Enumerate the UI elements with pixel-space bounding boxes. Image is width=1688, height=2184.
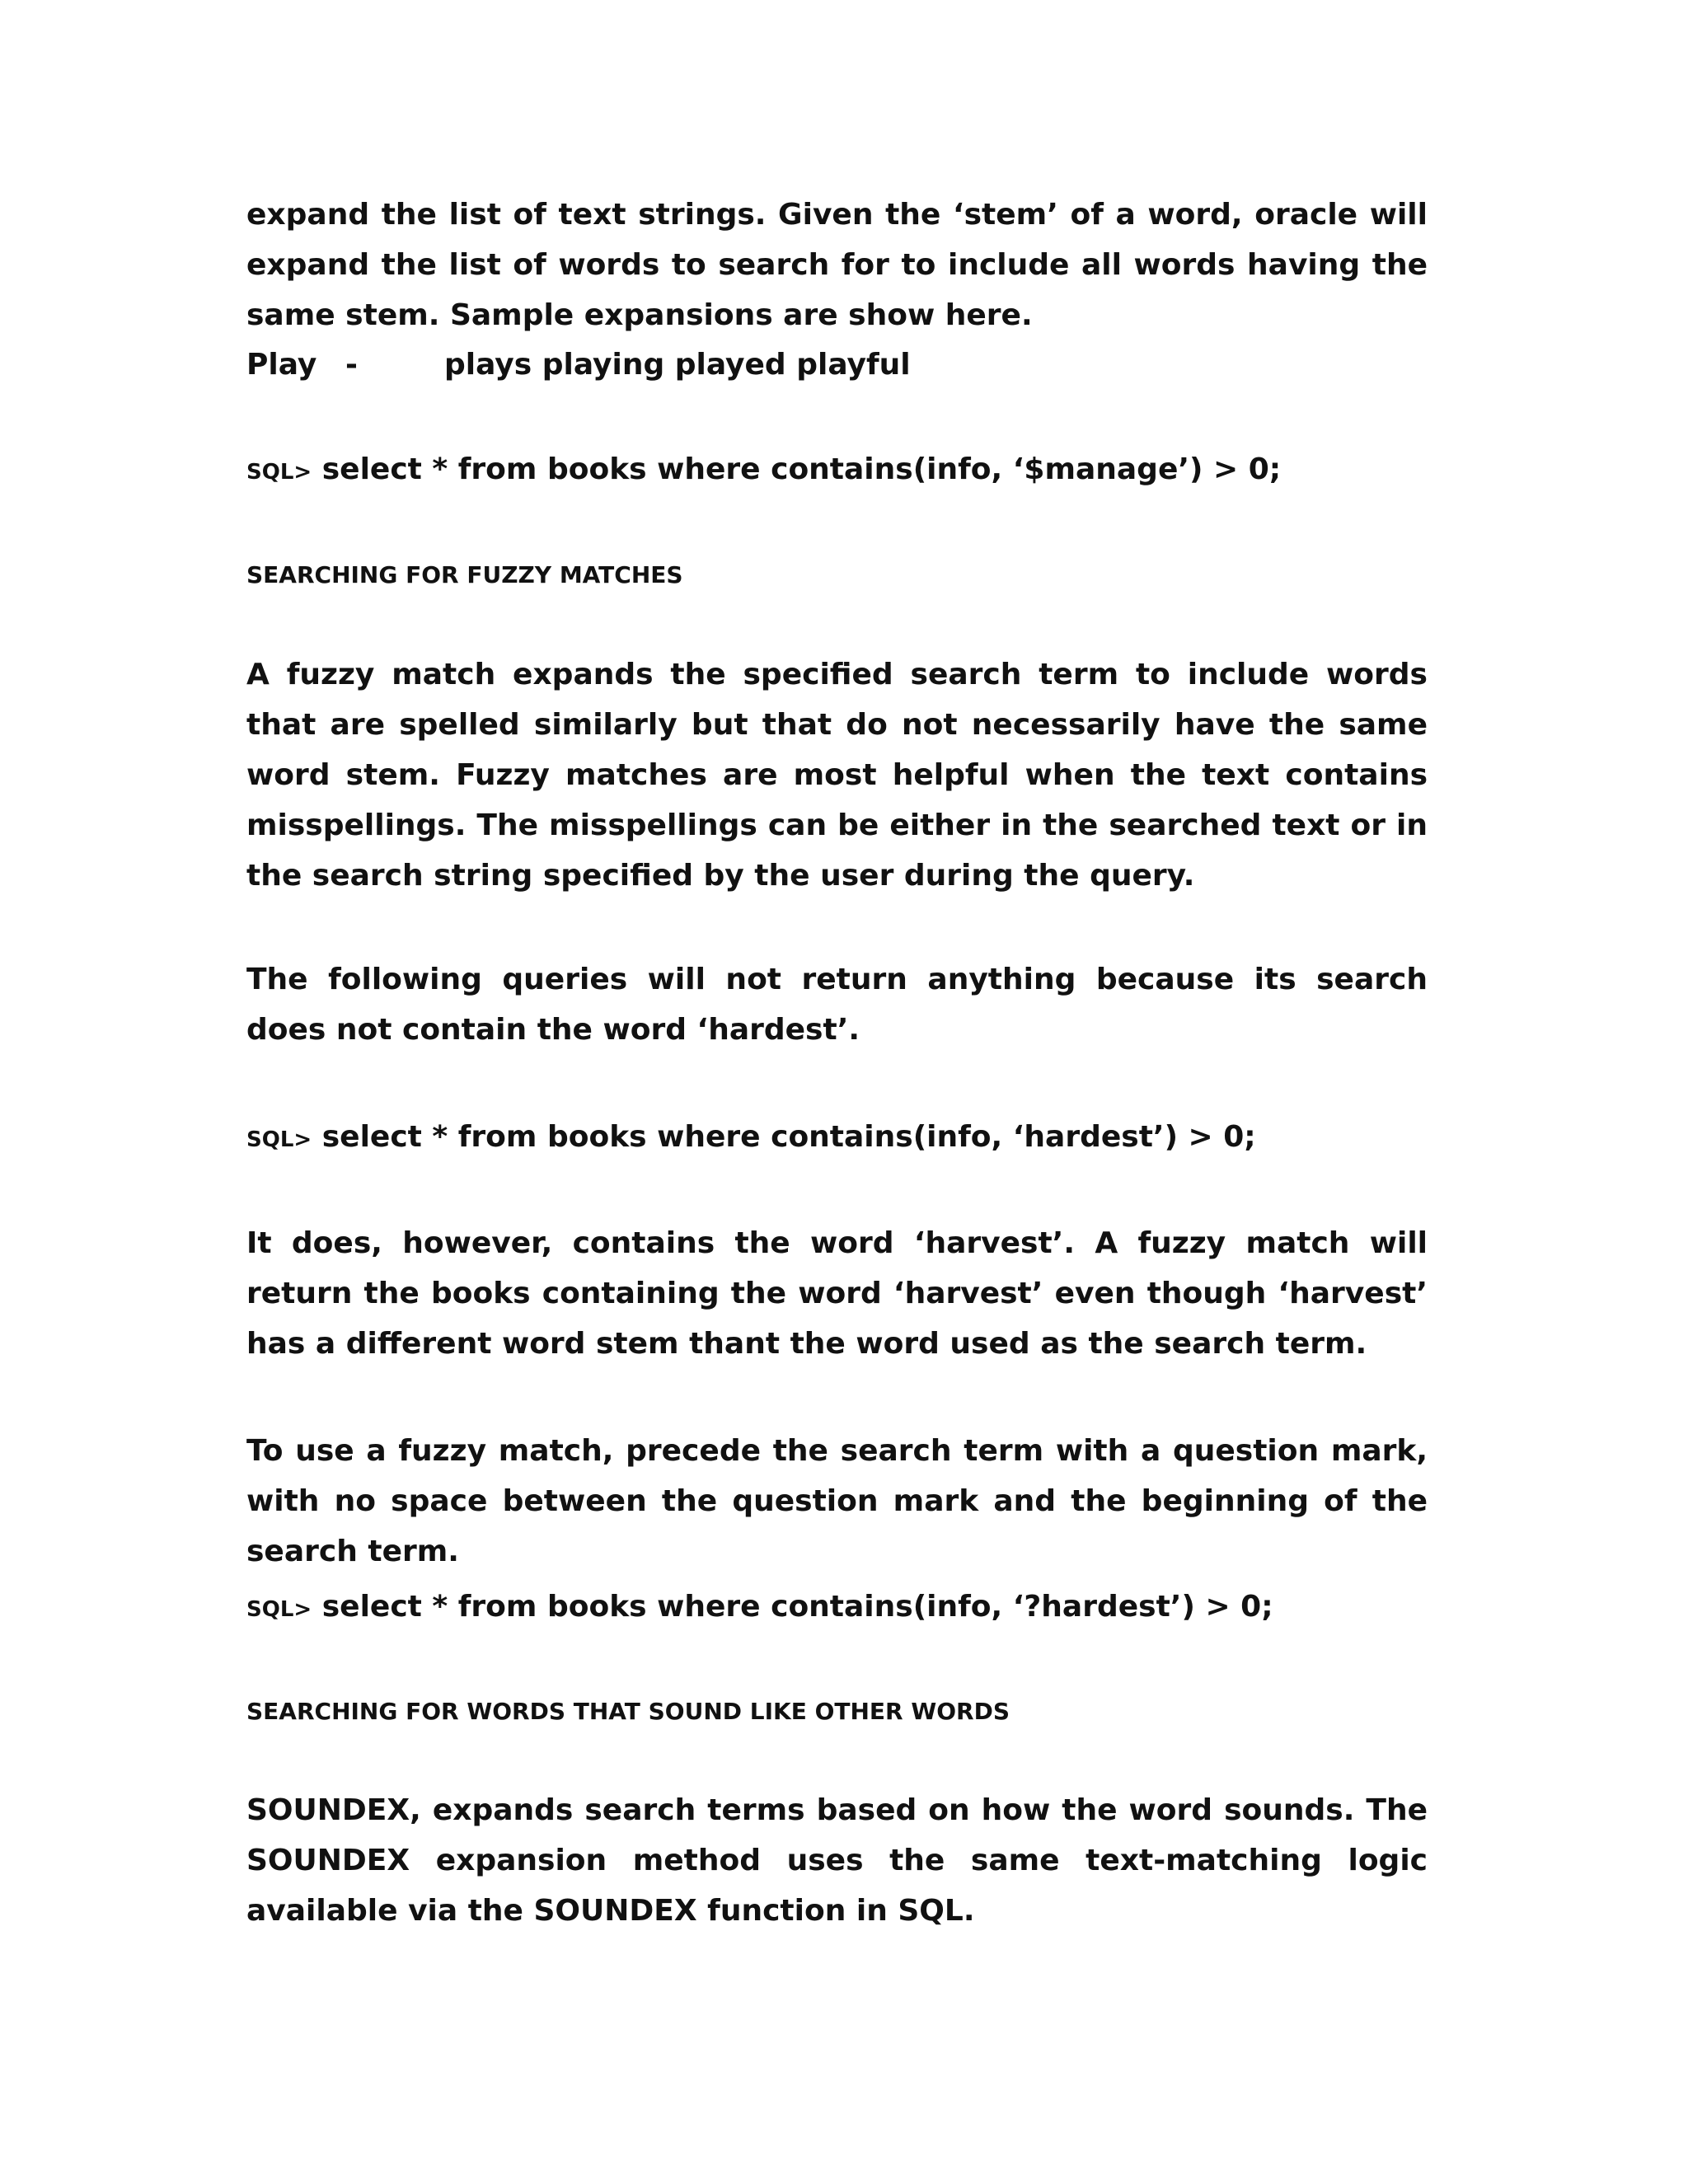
sql-statement-hardest [246,1112,1256,1165]
paragraph-soundex: SOUNDEX, expands search terms based on how the word sounds. The SOUNDEX expansion method uses the same text-matching logic available via the SOUNDEX function in SQL. [246,1793,1428,1928]
sql-statement-manage [246,444,1281,498]
paragraph-stem-intro: expand the list of text strings. Given the ‘stem’ of a word, oracle will expand the list of words to search for to include all words having the same stem. Sample expansions are show here. [246,198,1428,332]
play-dash: - [345,348,358,382]
paragraph-to-use-fuzzy: To use a fuzzy match, precede the search term with a question mark, with no space between the question mark and the beginning of the search term. [246,1434,1428,1568]
sql-query: select * from books where contains(info, ‘$manage’) > 0; [312,452,1282,486]
heading-fuzzy-matches: SEARCHING FOR FUZZY MATCHES [246,561,683,588]
play-expansions: plays playing played playful [444,348,911,382]
sql-query: select * from books where contains(info, ‘?hardest’) > 0; [312,1590,1273,1624]
sql-statement-fuzzy-hardest [246,1582,1273,1635]
sql-prompt: SQL> [246,1597,312,1622]
paragraph-following-queries: The following queries will not return anything because its search does not contain the word ‘hardest’. [246,963,1428,1047]
play-word: Play [246,348,317,382]
play-expansion-example [246,340,911,390]
sql-query: select * from books where contains(info, ‘hardest’) > 0; [312,1120,1256,1154]
heading-soundex: SEARCHING FOR WORDS THAT SOUND LIKE OTHER WORDS [246,1698,1010,1725]
paragraph-fuzzy-match: A fuzzy match expands the specified search term to include words that are spelled similarly but that do not necessarily have the same word stem. Fuzzy matches are most helpful when the text contains misspellings. The misspellings can be either in the searched text or in the search string specified by the user during the query. [246,658,1428,893]
sql-prompt: SQL> [246,460,312,485]
sql-prompt: SQL> [246,1127,312,1152]
paragraph-harvest: It does, however, contains the word ‘harvest’. A fuzzy match will return the books containing the word ‘harvest’ even though ‘harvest’ has a different word stem thant the word used as the search term. [246,1226,1428,1361]
